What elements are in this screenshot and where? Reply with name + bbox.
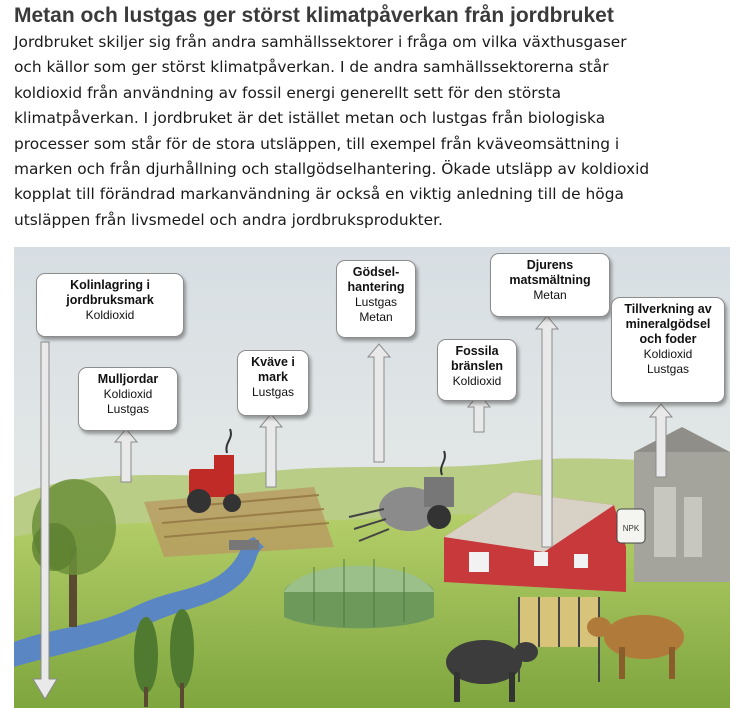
article-title: Metan och lustgas ger störst klimatpåverkan från jordbruket (14, 4, 614, 27)
label-godsel (336, 260, 416, 338)
label-gas: Metan (533, 288, 567, 302)
fertilizer-bag (617, 509, 645, 543)
lead-line: processer som står för de stora utsläppen, till exempel från kväveomsättning i (14, 134, 620, 153)
label-gas: Metan (359, 310, 393, 324)
label-mulljordar (78, 367, 178, 431)
lead-line: klimatpåverkan. I jordbruket är det istället metan och lustgas från biologiska (14, 109, 606, 128)
label-gas: Lustgas (354, 295, 398, 309)
drain-pipe (229, 540, 259, 550)
label-kolinlagring (36, 273, 184, 337)
agriculture-emissions-illustration (14, 247, 730, 708)
lead-line: och källor som ger störst klimatpåverkan. I de andra samhällssektorerna står (14, 58, 609, 77)
feed-factory (634, 427, 730, 582)
label-heading: Gödsel-hantering (347, 265, 405, 294)
label-gas: Lustgas (646, 362, 690, 376)
label-tillverkning (611, 297, 725, 403)
lead-line: Jordbruket skiljer sig från andra samhällssektorer i fråga om vilka växthusgaser (14, 33, 627, 51)
label-heading: Djurens matsmältning (509, 258, 591, 287)
label-djurens (490, 253, 610, 317)
label-fossila (437, 339, 517, 401)
label-heading: Kväve i mark (251, 355, 295, 384)
label-gas: Koldioxid (103, 387, 153, 401)
label-heading: Kolinlagring i jordbruksmark (66, 278, 154, 307)
label-gas: Koldioxid (85, 308, 135, 322)
lead-line: kopplat till förändrad markanvändning är också en viktig anledning till de höga (14, 185, 624, 204)
label-heading: Fossila bränslen (450, 344, 504, 373)
article-lead (14, 30, 738, 233)
label-gas: Koldioxid (452, 374, 502, 388)
lead-line: marken och från djurhållning och stallgödselhantering. Ökade utsläpp av koldioxid (14, 160, 650, 179)
label-heading: Tillverkning av mineralgödsel och foder (624, 302, 712, 346)
lead-line: koldioxid från användning av fossil energi generellt sett för den största (14, 83, 562, 102)
lead-line: utsläppen från livsmedel och andra jordbruksprodukter. (14, 210, 443, 229)
label-gas: Lustgas (106, 402, 150, 416)
label-gas: Lustgas (251, 385, 295, 399)
bag-text: NPK (622, 524, 640, 533)
label-gas: Koldioxid (643, 347, 693, 361)
label-heading: Mulljordar (97, 372, 159, 386)
label-kvave (237, 350, 309, 416)
